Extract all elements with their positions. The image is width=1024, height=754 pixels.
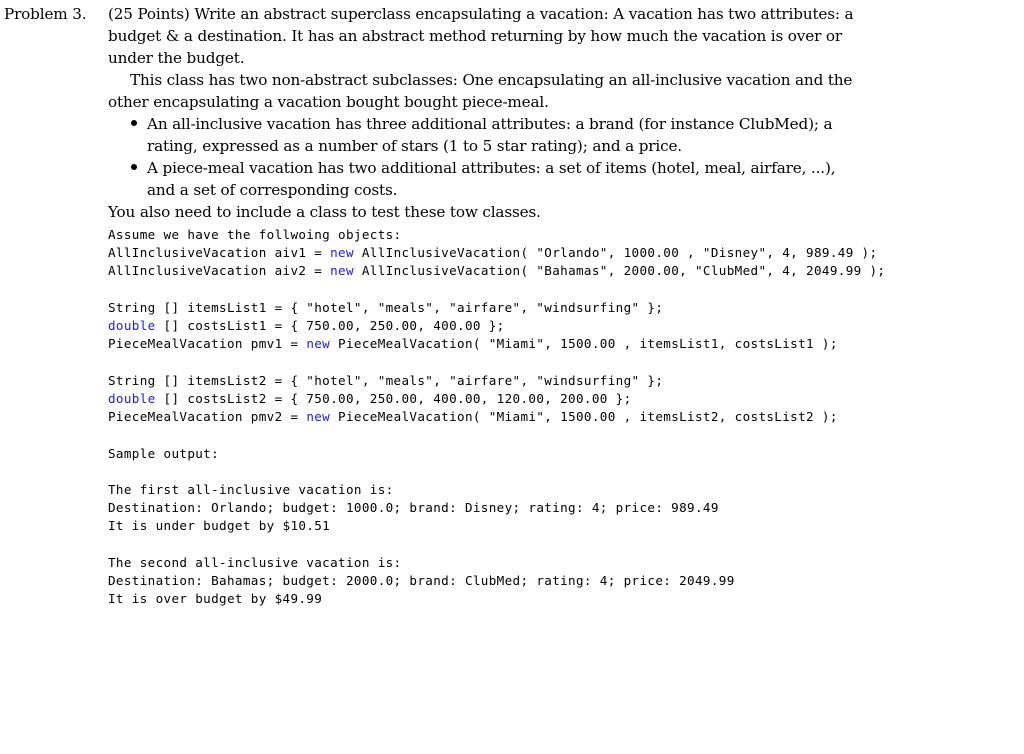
code-line: String [] itemsList2 = { "hotel", "meals", "airfare", "windsurfing" }; <box>108 373 664 388</box>
keyword: double <box>108 318 156 333</box>
bullet-icon <box>131 164 137 170</box>
output-line: The first all-inclusive vacation is: <box>108 482 394 497</box>
keyword: double <box>108 391 156 406</box>
bullet-line: A piece-meal vacation has two additional attributes: a set of items (hotel, meal, airfare, ...), <box>147 159 836 177</box>
keyword: new <box>330 263 354 278</box>
bullet-icon <box>131 120 137 126</box>
subclass-intro-line: other encapsulating a vacation bought bought piece-meal. <box>108 93 549 111</box>
code-line <box>108 317 505 335</box>
problem-label: Problem 3. <box>4 5 87 23</box>
problem-line: budget & a destination. It has an abstract method returning by how much the vacation is over or <box>108 27 842 45</box>
code-text: AllInclusiveVacation( "Orlando", 1000.00 , "Disney", 4, 989.49 ); <box>353 245 878 260</box>
code-text: PieceMealVacation pmv2 = <box>108 409 307 424</box>
output-line: It is under budget by $10.51 <box>108 518 331 533</box>
code-line <box>108 262 885 280</box>
code-text: AllInclusiveVacation( "Bahamas", 2000.00, "ClubMed", 4, 2049.99 ); <box>353 263 886 278</box>
code-text: PieceMealVacation( "Miami", 1500.00 , itemsList2, costsList2 ); <box>330 409 838 424</box>
problem-line: under the budget. <box>108 49 245 67</box>
output-line: It is over budget by $49.99 <box>108 591 323 606</box>
keyword: new <box>306 409 331 424</box>
code-line <box>108 408 838 426</box>
bullet-line: An all-inclusive vacation has three additional attributes: a brand (for instance ClubMed); a <box>147 115 833 133</box>
code-text: AllInclusiveVacation aiv1 = <box>108 245 331 260</box>
code-text: [] costsList2 = { 750.00, 250.00, 400.00, 120.00, 200.00 }; <box>155 391 632 406</box>
output-line: Destination: Orlando; budget: 1000.0; brand: Disney; rating: 4; price: 989.49 <box>108 500 719 515</box>
code-text: AllInclusiveVacation aiv2 = <box>108 263 331 278</box>
bullet-line: and a set of corresponding costs. <box>147 181 398 199</box>
keyword: new <box>306 336 331 351</box>
code-line <box>108 244 877 262</box>
sample-output-label: Sample output: <box>108 446 220 461</box>
code-line <box>108 335 838 353</box>
bullet-line: rating, expressed as a number of stars (1 to 5 star rating); and a price. <box>147 137 682 155</box>
code-text: PieceMealVacation( "Miami", 1500.00 , itemsList1, costsList1 ); <box>330 336 838 351</box>
output-line: Destination: Bahamas; budget: 2000.0; brand: ClubMed; rating: 4; price: 2049.99 <box>108 573 735 588</box>
code-text: [] costsList1 = { 750.00, 250.00, 400.00 }; <box>155 318 505 333</box>
code-text: PieceMealVacation pmv1 = <box>108 336 307 351</box>
problem-line: (25 Points) Write an abstract superclass encapsulating a vacation: A vacation has two attributes: a <box>108 5 854 23</box>
code-line <box>108 390 632 408</box>
code-block <box>108 226 886 754</box>
subclass-intro-line: This class has two non-abstract subclasses: One encapsulating an all-inclusive vacation and the <box>130 71 853 89</box>
test-class-line: You also need to include a class to test these tow classes. <box>108 203 541 221</box>
keyword: new <box>330 245 354 260</box>
output-line: The second all-inclusive vacation is: <box>108 555 402 570</box>
code-line: String [] itemsList1 = { "hotel", "meals", "airfare", "windsurfing" }; <box>108 300 664 315</box>
code-line: Assume we have the follwoing objects: <box>108 227 402 242</box>
